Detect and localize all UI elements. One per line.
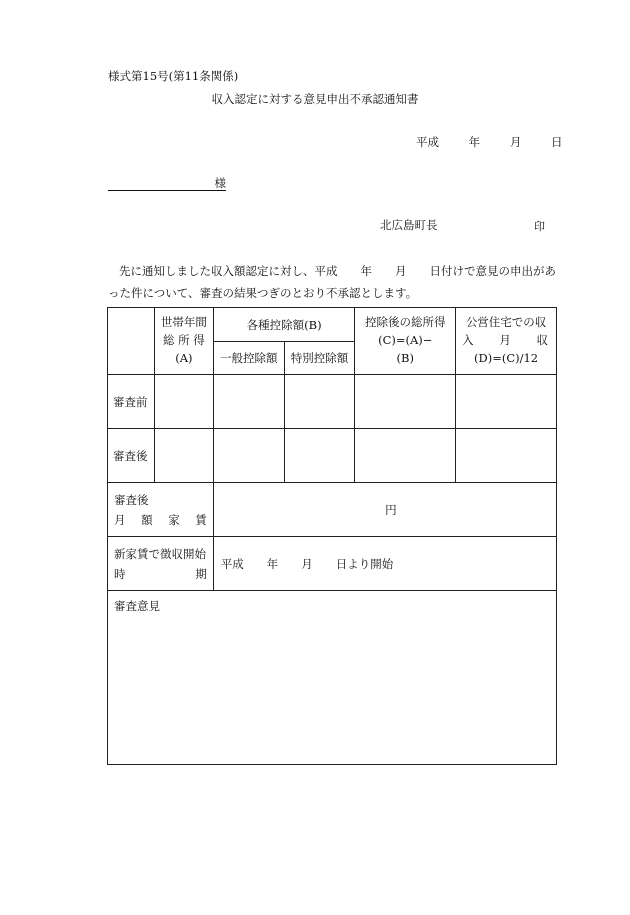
date-day: 日 [550,135,563,149]
row-label-monthly-rent: 審査後 月 額 家 賃 [108,483,214,537]
collection-start-date: 平成 年 月 日より開始 [220,556,394,571]
row-label-collection-start: 新家賃で徴収開始 時 期 [108,537,214,591]
document-title: 収入認定に対する意見申出不承認通知書 [211,92,419,106]
cell-before-c[interactable] [355,375,456,429]
cell-after-general[interactable] [213,429,284,483]
cell-before-d[interactable] [456,375,557,429]
cell-before-general[interactable] [213,375,284,429]
header-deductions: 各種控除額(B) [213,308,355,342]
sender-name: 北広島町長 [380,218,438,232]
form-number: 様式第15号(第11条関係) [108,69,239,83]
cell-after-special[interactable] [284,429,355,483]
cell-after-a[interactable] [154,429,213,483]
header-monthly-income: 公営住宅での収 入 月 収 (D)=(C)/12 [456,308,557,375]
notice-body [108,260,556,304]
header-annual-income: 世帯年間 総 所 得 (A) [154,308,213,375]
cell-after-d[interactable] [456,429,557,483]
header-general-deduction: 一般控除額 [213,342,284,375]
header-special-deduction: 特別控除額 [284,342,355,375]
income-table [107,307,557,765]
cell-before-special[interactable] [284,375,355,429]
notice-body-text: 先に通知しました収入額認定に対し、平成 年 月 日付けで意見の申出があった件について、審査の結果つぎのとおり不承認とします。 [108,264,556,300]
header-blank-cell [108,308,155,375]
row-label-before-review: 審査前 [108,375,155,429]
cell-after-c[interactable] [355,429,456,483]
review-opinion-label: 審査意見 [114,599,160,613]
date-year: 年 [468,135,481,149]
rent-unit: 円 [385,502,397,517]
date-era: 平成 [416,135,439,149]
cell-review-opinion[interactable] [108,591,557,765]
header-income-after-deduction: 控除後の総所得 (C)=(A)− (B) [355,308,456,375]
row-label-after-review: 審査後 [108,429,155,483]
date-line [416,134,562,150]
cell-before-a[interactable] [154,375,213,429]
addressee-suffix: 様 [214,176,226,190]
cell-collection-start[interactable] [213,537,556,591]
seal-mark: 印 [534,220,545,233]
addressee-line [108,175,226,191]
date-month: 月 [509,135,522,149]
cell-monthly-rent[interactable] [213,483,556,537]
